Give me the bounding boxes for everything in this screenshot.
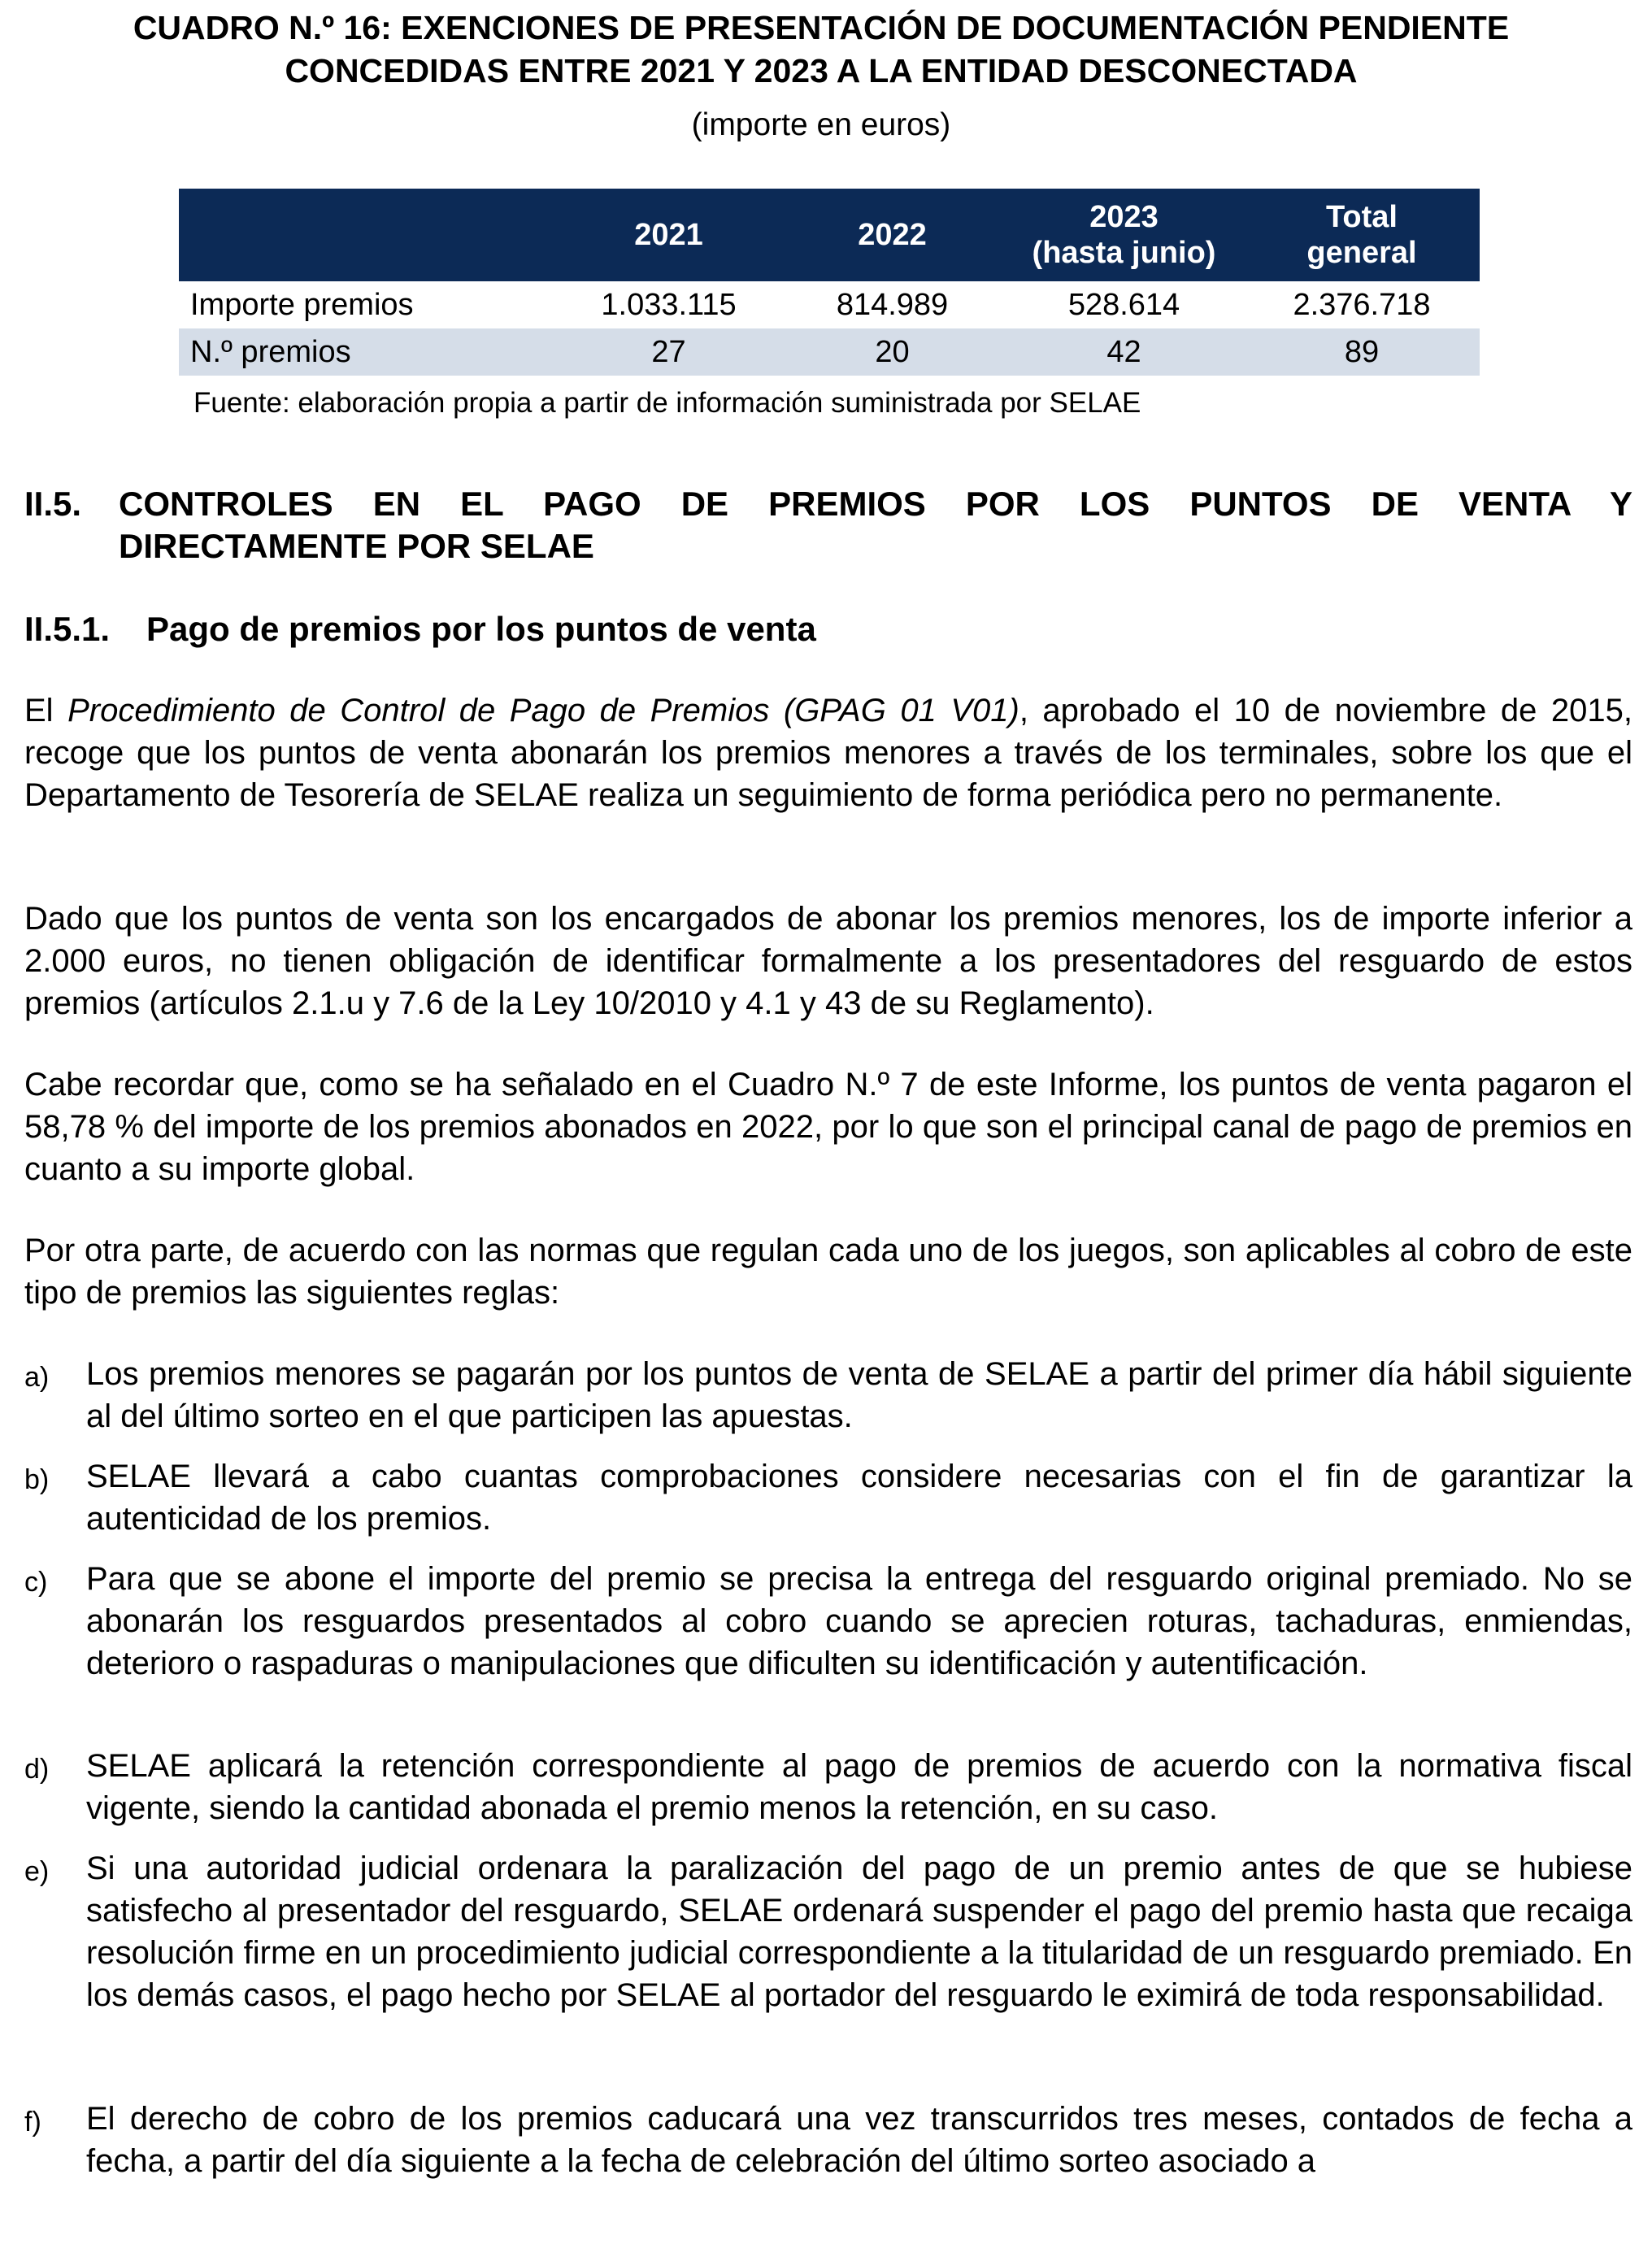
table-subtitle: (importe en euros) (691, 107, 951, 142)
cell-value: 528.614 (1067, 287, 1180, 322)
header-2021: 2021 (557, 189, 780, 281)
paragraph-text: , aprobado el 10 de noviembre de 2015, recoge que los puntos de venta abonarán los premios menores a través de los terminales, sobre los que el Departamento de Tesorería de SELAE realiza un seguimiento de forma periódica pero no permanente. (24, 693, 1632, 813)
list-letter: e) (24, 1856, 50, 1887)
cell-value: 89 (1244, 328, 1480, 376)
cell-value: 27 (557, 328, 780, 376)
header-2022: 2022 (780, 189, 1004, 281)
subsection-heading (24, 608, 816, 650)
cell-value: 20 (780, 328, 1004, 376)
table-title (49, 7, 1593, 93)
list-letter: c) (24, 1567, 48, 1598)
list-text: Para que se abone el importe del premio se precisa la entrega del resguardo original premiado. No se abonarán los resguardos presentados al cobro cuando se aprecien roturas, tachaduras, enmiendas, deterioro o raspaduras o manipulaciones que dificulten su identificación y autentificación. (86, 1561, 1632, 1681)
row-label: N.º premios (179, 328, 557, 376)
header-total-line1: Total (1326, 200, 1398, 234)
cell-value: 42 (1004, 328, 1244, 376)
table-header-row (179, 189, 1480, 281)
section-title-line1: CONTROLES EN EL PAGO DE PREMIOS POR LOS PUNTOS DE VENTA Y (119, 485, 1632, 523)
list-letter: b) (24, 1464, 50, 1495)
header-total-line2: general (1306, 236, 1417, 270)
list-text: SELAE aplicará la retención correspondiente al pago de premios de acuerdo con la normativa fiscal vigente, siendo la cantidad abonada el premio menos la retención, en su caso. (86, 1748, 1632, 1826)
table-title-line1: CUADRO N.º 16: EXENCIONES DE PRESENTACIÓN DE DOCUMENTACIÓN PENDIENTE (133, 9, 1510, 46)
paragraph-text: El (24, 693, 54, 728)
paragraph-2: Dado que los puntos de venta son los encargados de abonar los premios menores, los de importe inferior a 2.000 euros, no tienen obligación de identificar formalmente a los presentadores del resguardo de estos premios (artículos 2.1.u y 7.6 de la Ley 10/2010 y 4.1 y 43 de su Reglamento). (24, 901, 1632, 1021)
paragraph-4: Por otra parte, de acuerdo con las normas que regulan cada uno de los juegos, son aplicables al cobro de este tipo de premios las siguientes reglas: (24, 1233, 1632, 1311)
table-source: Fuente: elaboración propia a partir de información suministrada por SELAE (193, 387, 1141, 419)
subsection-title: Pago de premios por los puntos de venta (146, 610, 816, 648)
section-number: II.5. (24, 485, 82, 523)
header-empty (179, 189, 557, 281)
cell-value: 1.033.115 (601, 287, 737, 322)
header-2023 (1004, 189, 1244, 281)
cell-value: 2.376.718 (1293, 287, 1431, 322)
list-text: Si una autoridad judicial ordenara la paralización del pago de un premio antes de que se hubiese satisfecho al presentador del resguardo, SELAE ordenará suspender el pago del premio hasta que recaiga resolución firme en un procedimiento judicial correspondiente a la titularidad de un resguardo premiado. En los demás casos, el pago hecho por SELAE al portador del resguardo le eximirá de toda responsabilidad. (86, 1850, 1632, 2013)
procedure-name: Procedimiento de Control de Pago de Premios (GPAG 01 V01) (67, 693, 1019, 728)
list-letter: a) (24, 1362, 50, 1393)
subsection-number: II.5.1. (24, 610, 111, 648)
header-2023-year: 2023 (1089, 200, 1159, 234)
table-title-line2: CONCEDIDAS ENTRE 2021 Y 2023 A LA ENTIDAD DESCONECTADA (285, 52, 1358, 89)
exemptions-table (179, 189, 1480, 376)
list-text: Los premios menores se pagarán por los puntos de venta de SELAE a partir del primer día hábil siguiente al del último sorteo en el que participen las apuestas. (86, 1356, 1632, 1434)
row-label: Importe premios (190, 287, 414, 322)
paragraph-1 (24, 689, 1632, 816)
section-title-line2: DIRECTAMENTE POR SELAE (119, 527, 594, 565)
list-text: SELAE llevará a cabo cuantas comprobaciones considere necesarias con el fin de garantizar la autenticidad de los premios. (86, 1459, 1632, 1537)
header-2023-note: (hasta junio) (1032, 236, 1216, 270)
list-letter: f) (24, 2107, 41, 2137)
table-row (179, 328, 1480, 376)
paragraph-3: Cabe recordar que, como se ha señalado en el Cuadro N.º 7 de este Informe, los puntos de venta pagaron el 58,78 % del importe de los premios abonados en 2022, por lo que son el principal canal de pago de premios en cuanto a su importe global. (24, 1067, 1632, 1187)
header-total (1244, 189, 1480, 281)
cell-value: 814.989 (836, 287, 949, 322)
table-row (179, 281, 1480, 328)
list-text: El derecho de cobro de los premios caducará una vez transcurridos tres meses, contados de fecha a fecha, a partir del día siguiente a la fecha de celebración del último sorteo asociado a (86, 2101, 1632, 2179)
list-letter: d) (24, 1754, 50, 1785)
